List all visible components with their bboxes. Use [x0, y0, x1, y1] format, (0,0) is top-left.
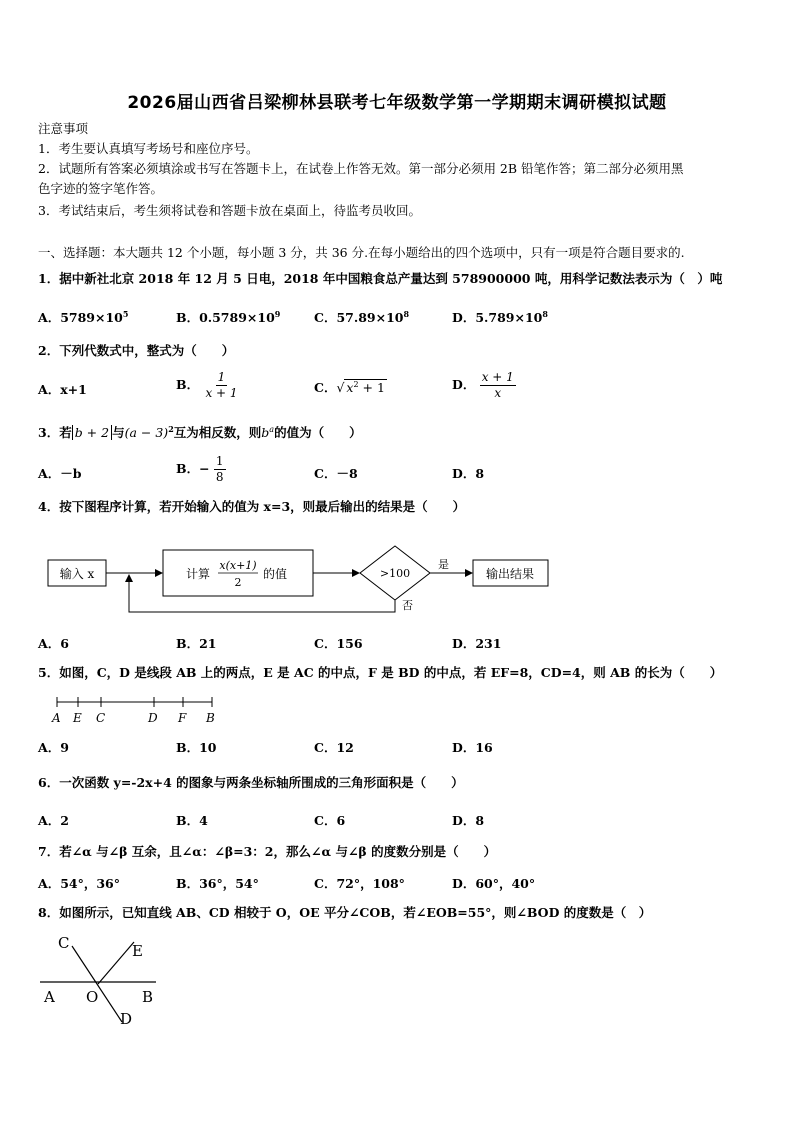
notice-item-1: 1．考生要认真填写考场号和座位序号。: [38, 141, 259, 156]
flow-input-label: 输入 x: [59, 567, 95, 581]
q3-option-c: C．－8: [314, 466, 358, 481]
q6-option-d: D．8: [452, 813, 485, 828]
q7-option-d: D．60°，40°: [452, 876, 536, 891]
ray-oe: [98, 942, 134, 984]
q6-option-a: A．2: [38, 813, 69, 828]
label-e: E: [132, 942, 143, 960]
q1-option-c: C．$57.89\times 10^8$: [314, 308, 410, 325]
point-label-a: A: [52, 711, 61, 725]
q4-option-b: B．21: [176, 636, 217, 651]
label-d: D: [120, 1010, 133, 1028]
label-a: A: [44, 988, 55, 1006]
label-b: B: [142, 988, 154, 1006]
point-label-f: F: [178, 711, 187, 725]
point-label-d: D: [148, 711, 158, 725]
q2-option-a: A．x+1: [38, 382, 87, 397]
point-label-c: C: [96, 711, 106, 725]
point-label-e: E: [73, 711, 82, 725]
q4-stem: 4．按下图程序计算，若开始输入的值为 x=3，则最后输出的结果是（ ）: [38, 499, 466, 514]
q4-option-c: C．156: [314, 636, 363, 651]
q3-option-a: A．－b: [38, 466, 82, 481]
q4-option-d: D．231: [452, 636, 502, 651]
q8-stem: 8．如图所示，已知直线 AB、CD 相较于 O，OE 平分∠COB，若∠EOB=55°，则∠BOD 的度数是（ ）: [38, 905, 652, 920]
label-o: O: [86, 988, 99, 1006]
q2-option-c: C．√ $x^2 + 1$: [314, 379, 385, 395]
q3-option-d: D．8: [452, 466, 485, 481]
notice-heading: 注意事项: [38, 121, 89, 136]
q4-flowchart: [38, 540, 558, 616]
section-heading: 一、选择题：本大题共 12 个小题，每小题 3 分，共 36 分.在每小题给出的四个选项中，只有一项是符合题目要求的.: [38, 245, 685, 260]
q8-angle-figure: [38, 932, 168, 1028]
q4-option-a: A．6: [38, 636, 69, 651]
flow-calc-den: 2: [234, 576, 242, 589]
q5-option-a: A．9: [38, 740, 69, 755]
notice-item-2: 2．试题所有答案必须填涂或书写在答题卡上，在试卷上作答无效。第一部分必须用 2B 铅笔作答；第二部分必须用黑: [38, 161, 684, 176]
flow-condition-label: >100: [379, 567, 411, 580]
q5-option-c: C．12: [314, 740, 354, 755]
notice-item-2-cont: 色字迹的签字笔作答。: [38, 181, 164, 196]
flow-no-label: 否: [402, 599, 413, 612]
q7-option-a: A．54°，36°: [38, 876, 120, 891]
q3-stem: 3．若 b + 2 与$(a - 3)^2$互为相反数，则$b^a$的值为（ ）: [38, 424, 362, 441]
q3-b-fraction: $\frac{1}{8}$: [215, 454, 224, 484]
q1-option-d: D．$5.789\times 10^8$: [452, 308, 548, 325]
q2-d-fraction: $\frac{x + 1}{x}$: [481, 370, 514, 400]
label-c: C: [58, 934, 70, 952]
flow-calc-num: x(x+1): [219, 559, 257, 572]
q6-option-b: B．4: [176, 813, 208, 828]
flow-calc-pre: 计算: [186, 567, 211, 581]
q2-option-d: D． $\frac{x + 1}{x}$: [452, 370, 514, 400]
q2-option-b: B． $\frac{1}{x + 1}$: [176, 370, 238, 400]
q7-option-b: B．36°，54°: [176, 876, 259, 891]
q5-segment-figure: [44, 694, 224, 726]
q6-stem: 6．一次函数 y=-2x+4 的图象与两条坐标轴所围成的三角形面积是（ ）: [38, 775, 464, 790]
q5-option-b: B．10: [176, 740, 217, 755]
page-title: 2026届山西省吕梁柳林县联考七年级数学第一学期期末调研模拟试题: [127, 93, 667, 113]
flow-calc-post: 的值: [263, 567, 288, 581]
q3-option-b: B．− $\frac{1}{8}$: [176, 454, 224, 484]
q1-option-b: B．$0.5789\times 10^9$: [176, 308, 281, 325]
q1-stem: 1．据中新社北京 2018 年 12 月 5 日电，2018 年中国粮食总产量达到 578900000 吨，用科学记数法表示为（ ）吨: [38, 271, 723, 286]
q1-option-a: A．$5789\times 10^5$: [38, 308, 129, 325]
line-cd: [72, 946, 122, 1022]
q5-stem: 5．如图，C，D 是线段 AB 上的两点，E 是 AC 的中点，F 是 BD 的中点，若 EF=8，CD=4，则 AB 的长为（ ）: [38, 665, 723, 680]
q2-b-fraction: $\frac{1}{x + 1}$: [205, 370, 238, 400]
notice-item-3: 3．考试结束后，考生须将试卷和答题卡放在桌面上，待监考员收回。: [38, 203, 421, 218]
q5-option-d: D．16: [452, 740, 493, 755]
q6-option-c: C．6: [314, 813, 346, 828]
q7-stem: 7．若∠α 与∠β 互余，且∠α：∠β=3：2，那么∠α 与∠β 的度数分别是（ ）: [38, 844, 497, 859]
flow-yes-label: 是: [438, 558, 449, 571]
q2-stem: 2．下列代数式中，整式为（ ）: [38, 343, 235, 358]
q7-option-c: C．72°，108°: [314, 876, 405, 891]
point-label-b: B: [206, 711, 215, 725]
flow-output-label: 输出结果: [485, 567, 535, 581]
